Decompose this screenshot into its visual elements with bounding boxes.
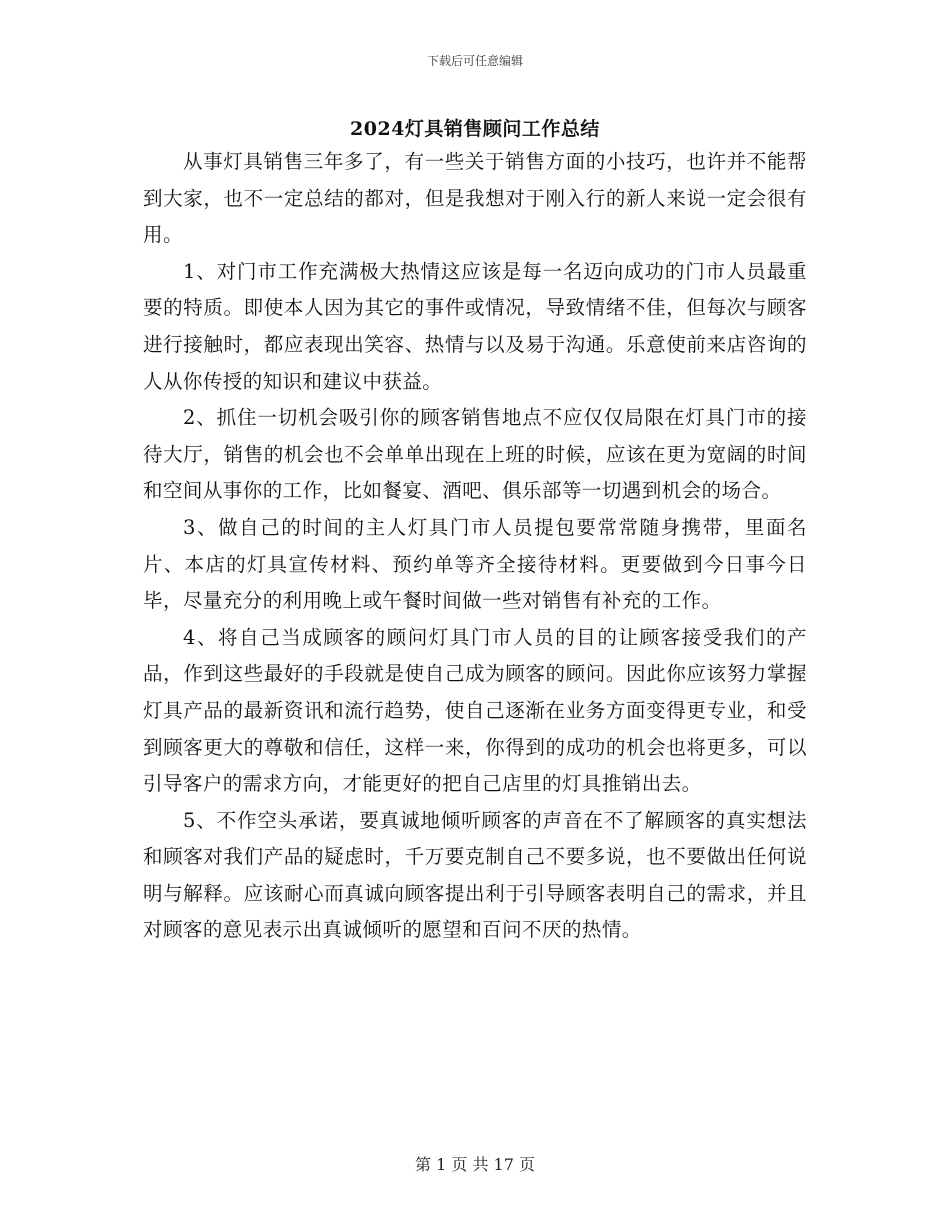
- paragraph-tip-1: 1、对门市工作充满极大热情这应该是每一名迈向成功的门市人员最重要的特质。即使本人因为其它的事件或情况，导致情绪不佳，但每次与顾客进行接触时，都应表现出笑容、热情与以及易于沟通。乐意使前来店咨询的人从你传授的知识和建议中获益。: [143, 259, 807, 393]
- page-number-footer: 第 1 页 共 17 页: [415, 1155, 535, 1174]
- paragraph-intro: 从事灯具销售三年多了，有一些关于销售方面的小技巧，也许并不能帮到大家，也不一定总结的都对，但是我想对于刚入行的新人来说一定会很有用。: [143, 150, 807, 247]
- page-header-note: 下载后可任意编辑: [426, 54, 523, 68]
- document-body: [143, 144, 807, 949]
- document-title: 2024灯具销售顾问工作总结: [350, 118, 600, 140]
- paragraph-tip-4: 4、将自己当成顾客的顾问灯具门市人员的目的让顾客接受我们的产品，作到这些最好的手段就是使自己成为顾客的顾问。因此你应该努力掌握灯具产品的最新资讯和流行趋势，使自己逐渐在业务方面变得更专业，和受到顾客更大的尊敬和信任，这样一来，你得到的成功的机会也将更多，可以引导客户的需求方向，才能更好的把自己店里的灯具推销出去。: [143, 625, 807, 796]
- paragraph-tip-3: 3、做自己的时间的主人灯具门市人员提包要常常随身携带，里面名片、本店的灯具宣传材料、预约单等齐全接待材料。更要做到今日事今日毕，尽量充分的利用晚上或午餐时间做一些对销售有补充的工作。: [143, 515, 807, 613]
- paragraph-tip-5: 5、不作空头承诺，要真诚地倾听顾客的声音在不了解顾客的真实想法和顾客对我们产品的疑虑时，千万要克制自己不要多说，也不要做出任何说明与解释。应该耐心而真诚向顾客提出利于引导顾客表明自己的需求，并且对顾客的意见表示出真诚倾听的愿望和百问不厌的热情。: [143, 808, 807, 942]
- paragraph-tip-2: 2、抓住一切机会吸引你的顾客销售地点不应仅仅局限在灯具门市的接待大厅，销售的机会也不会单单出现在上班的时候，应该在更为宽阔的时间和空间从事你的工作，比如餐宴、酒吧、俱乐部等一切遇到机会的场合。: [143, 406, 807, 503]
